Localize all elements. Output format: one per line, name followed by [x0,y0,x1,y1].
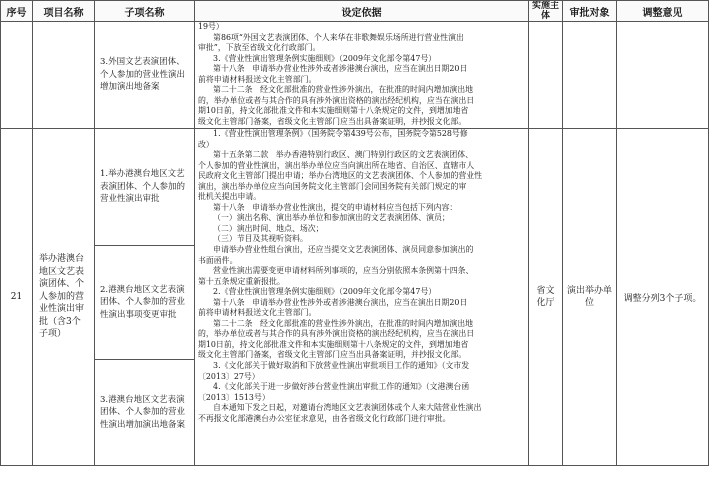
target-cell-empty [563,22,617,129]
basis-line: 4.《文化部关于进一步做好涉台营业性演出审批工作的通知》（文港澳台函 [198,382,470,392]
basis-line: 第二十二条 经文化部批准的营业性涉外演出，在批准的时间内增加演出地 [198,85,474,95]
basis-line: 个人参加的营业性演出，演出举办单位应当向演出所在地省、自治区、直辖市人 [198,160,475,170]
basis-cell-continued [195,22,529,129]
table-header-row [1,1,709,22]
basis-line: 的，举办单位或者与其合作的具有涉外演出资格的演出经纪机构，应当在演出日 [198,329,475,339]
basis-line: 第二十二条 经文化部批准的营业性涉外演出，在批准的时间内增加演出地 [198,318,474,328]
header-seq: 序号 [1,1,33,22]
basis-line: 3.《文化部关于做好取消和下放营业性演出审批项目工作的通知》（文市发 [198,361,470,371]
basis-line: 第十五条规定重新报批。 [198,276,285,286]
basis-line: 3.《营业性演出管理条例实施细则》（2009年文化部令第47号） [198,53,437,63]
basis-line: 的，举办单位或者与其合作的具有涉外演出资格的演出经纪机构，应当在演出日 [198,95,475,105]
seq-cell-empty [1,22,33,129]
seq-cell: 21 [1,129,33,466]
basis-line: 批机关提出申请。 [198,192,262,202]
basis-line: 不再报文化部港澳台办公室征求意见，由各省级文化行政部门进行审批。 [198,413,451,423]
basis-line: 前将申请材料报送文化主管部门。 [198,74,317,84]
project-name-cell: 举办港澳台地区文艺表演团体、个人参加的营业性演出审批（含3个子项） [33,129,95,466]
basis-line: 第十八条 申请举办营业性演出，提交的申请材料应当包括下列内容： [198,202,458,212]
basis-line: 自本通知下发之日起，对邀请台湾地区文艺表演团体或个人来大陆营业性演出 [198,403,482,413]
subitem-cell: 2.港澳台地区文艺表演团体、个人参加的营业性演出事项变更审批 [95,246,195,360]
basis-line: 2.《营业性演出管理条例实施细则》（2009年文化部令第47号） [198,287,437,297]
basis-line: 第86项“外国文艺表演团体、个人来华在非歌舞娱乐场所进行营业性演出 [198,32,464,42]
project-cell-empty [33,22,95,129]
basis-line: 1.《营业性演出管理条例》（国务院令第439号公布，国务院令第528号修 [198,129,468,138]
header-basis: 设定依据 [195,1,529,22]
basis-line: （二）演出时间、地点、场次； [198,223,324,233]
basis-line: （三）节目及其视听资料。 [198,234,308,244]
header-opinion: 调整意见 [617,1,709,22]
basis-lines-top [198,22,525,127]
basis-line: 演出，演出举办单位应当向国务院文化主管部门会同国务院有关部门规定的审 [198,181,467,191]
basis-line: 第十五条第二款 举办香港特别行政区、澳门特别行政区的文艺表演团体、 [198,150,474,160]
opinion-cell-empty [617,22,709,129]
header-subitem-name: 子项名称 [95,1,195,22]
basis-line: 营业性演出需要变更申请材料所列事项的，应当分别依照本条例第十四条、 [198,266,474,276]
subject-cell-empty [529,22,563,129]
basis-line: 审批”，下放至省级文化行政部门。 [198,43,321,53]
basis-line: （一）演出名称、演出举办单位和参加演出的文艺表演团体、演员； [198,213,450,223]
basis-line: 级文化主管部门备案，省级文化主管部门应当出具备案证明，并抄报文化部。 [198,116,467,126]
table-row [1,129,709,246]
basis-line: 期10日前，持文化部批准文件和本实施细则第十八条规定的文件，到增加地省 [198,339,469,349]
basis-line: 申请举办营业性组台演出，还应当提交文艺表演团体、演员同意参加演出的 [198,245,474,255]
basis-line: 前将申请材料报送文化主管部门。 [198,308,317,318]
basis-line: 民政府文化主管部门提出申请；举办台湾地区的文艺表演团体、个人参加的营业性 [198,171,483,181]
basis-line: 期10日前，持文化部批准文件和本实施细则第十八条规定的文件，到增加地省 [198,106,469,116]
basis-line: 〔2013〕27号） [198,371,260,381]
table-row-continued [1,22,709,129]
header-target: 审批对象 [563,1,617,22]
basis-line: 级文化主管部门备案，省级文化主管部门应当出具备案证明，并抄报文化部。 [198,350,467,360]
target-cell: 演出举办单位 [563,129,617,466]
basis-line: 第十八条 申请举办营业性涉外或者涉港澳台演出，应当在演出日期20日 [198,64,468,74]
subject-cell: 省文化厅 [529,129,563,466]
basis-lines-main [198,129,525,424]
basis-line: 第十八条 申请举办营业性涉外或者涉港澳台演出，应当在演出日期20日 [198,297,468,307]
subitem-cell: 1.举办港澳台地区文艺表演团体、个人参加的营业性演出审批 [95,129,195,246]
basis-line: 〔2013〕1513号） [198,392,270,402]
basis-line: 改） [198,139,214,149]
basis-line: 书面函件。 [198,255,238,265]
header-project-name: 项目名称 [33,1,95,22]
opinion-cell: 调整分列3个子项。 [617,129,709,466]
subitem-cell: 3.港澳台地区文艺表演团体、个人参加的营业性演出增加演出地备案 [95,360,195,466]
basis-line: 19号） [198,22,224,31]
subitem-cell: 3.外国文艺表演团体、个人参加的营业性演出增加演出地备案 [95,22,195,129]
basis-cell [195,129,529,466]
header-subject: 实施主体 [529,1,563,22]
